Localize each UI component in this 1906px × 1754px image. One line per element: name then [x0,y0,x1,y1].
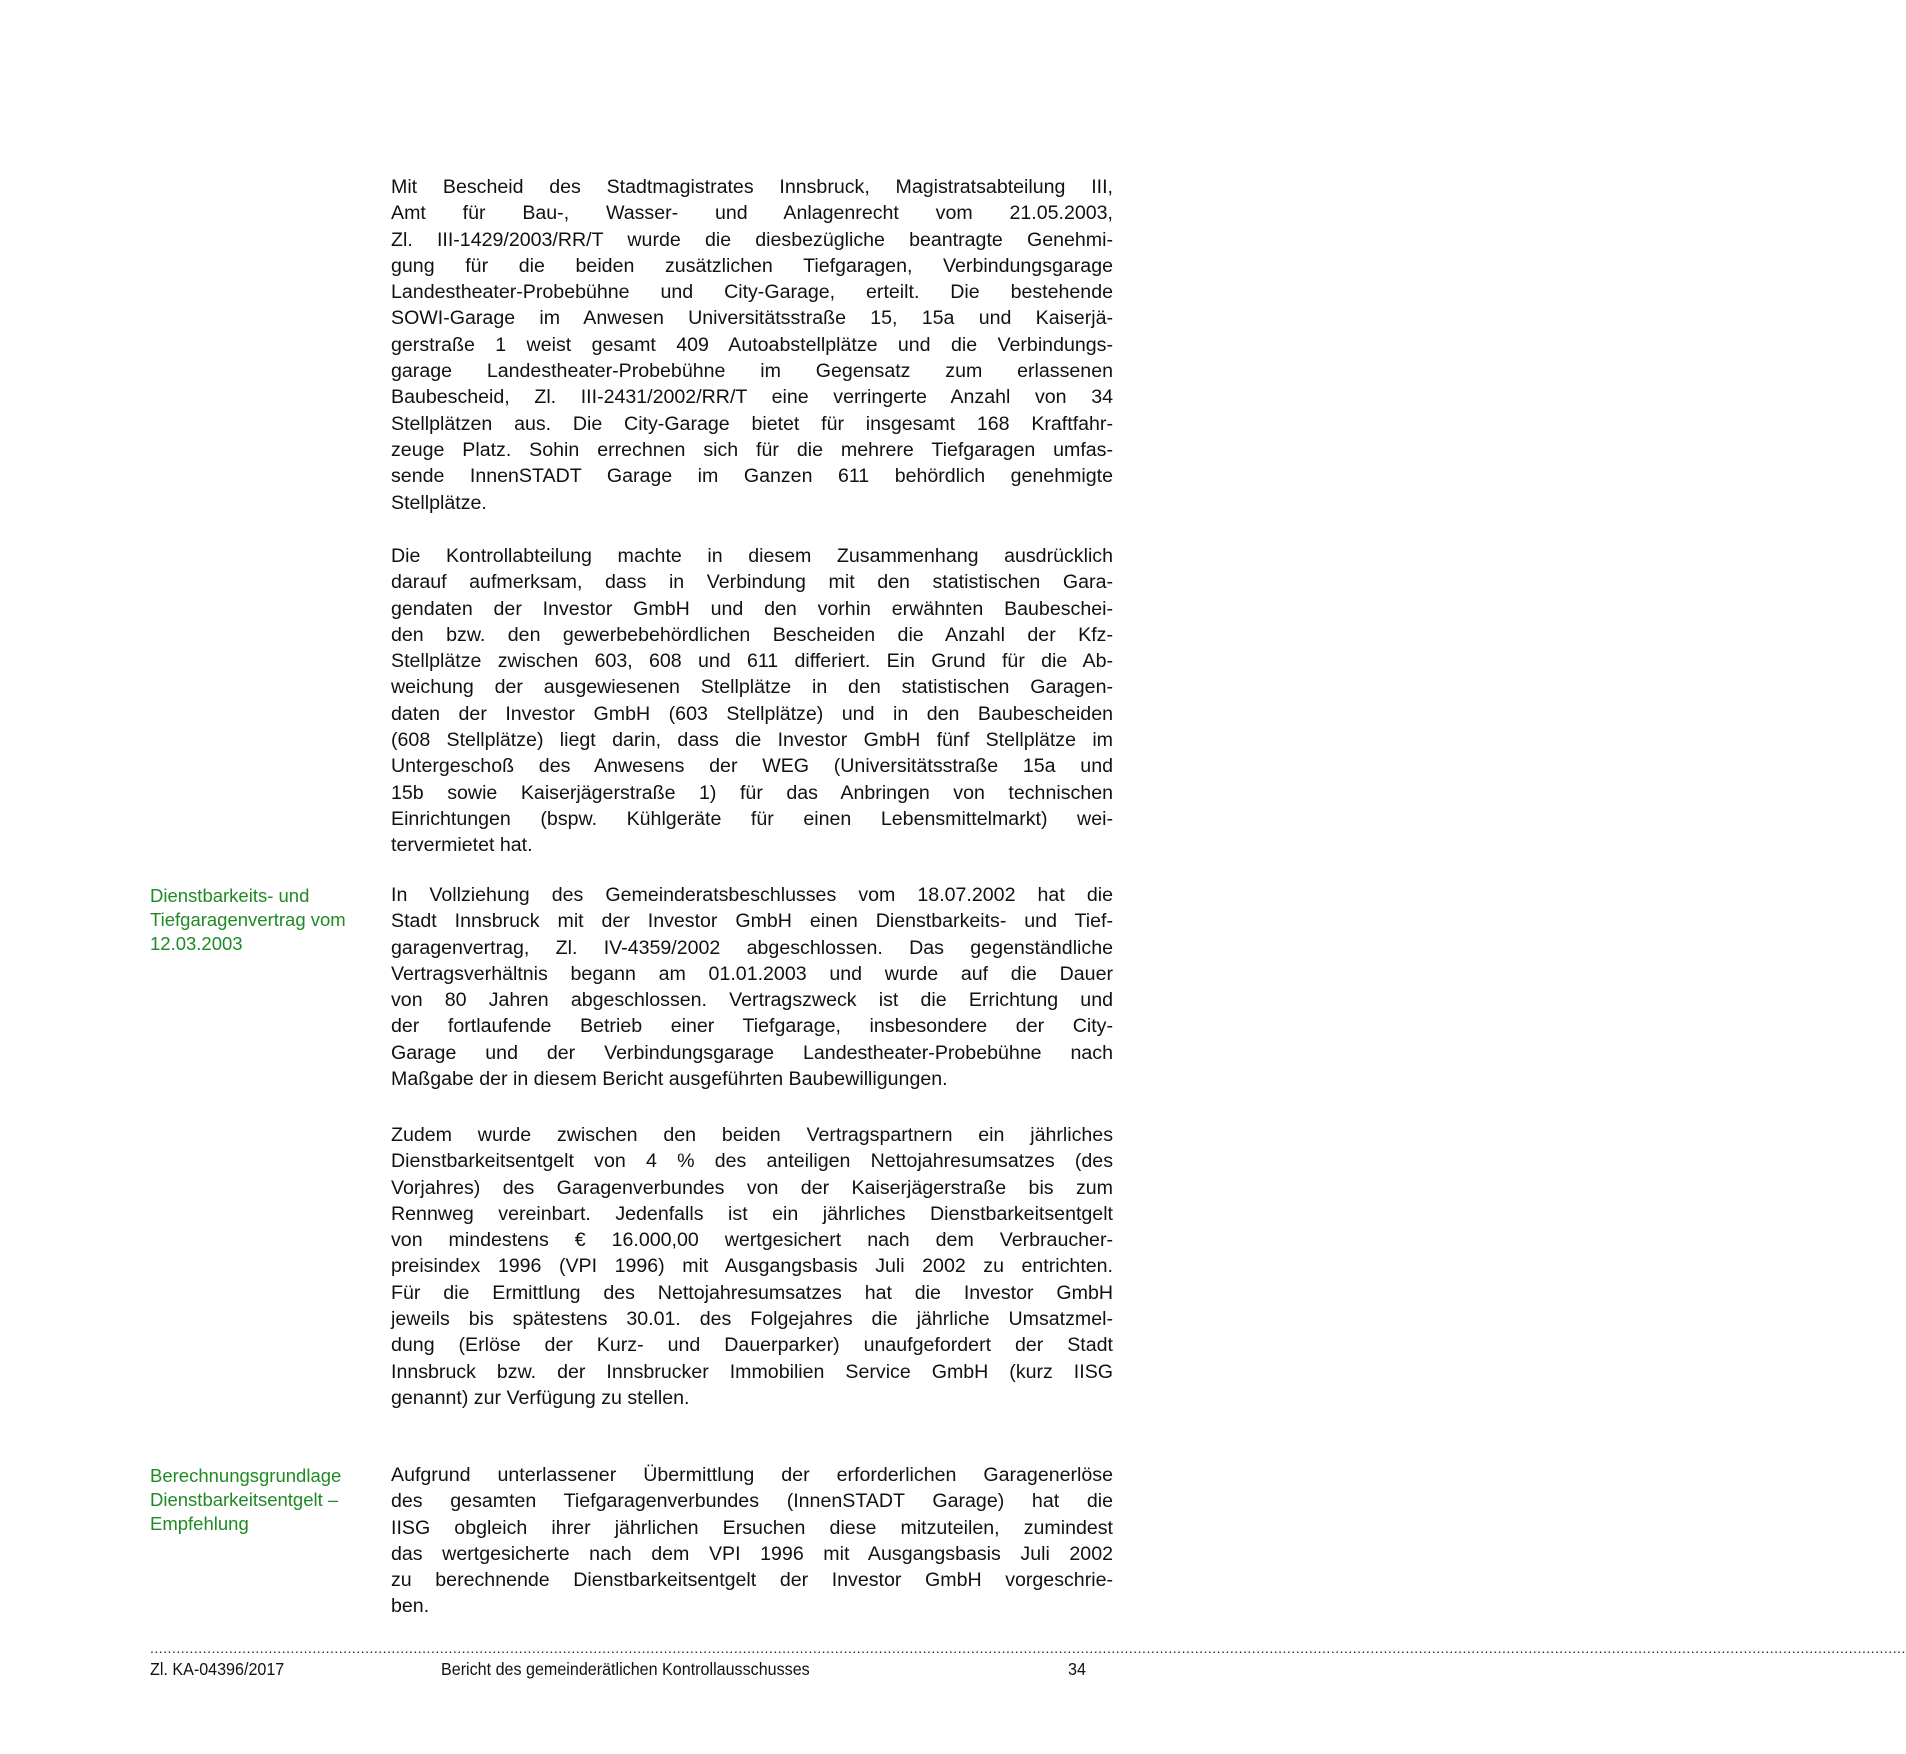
text-line: Untergeschoß des Anwesens der WEG (Universitätsstraße 15a und [391,755,1113,778]
margin-note-line: 12.03.2003 [150,933,243,954]
text-line: daten der Investor GmbH (603 Stellplätze) und in den Baubescheiden [391,702,1113,725]
text-line: Landestheater-Probebühne und City-Garage, erteilt. Die bestehende [391,281,1113,304]
text-line: gung für die beiden zusätzlichen Tiefgaragen, Verbindungsgarage [391,254,1113,277]
text-line: Zl. III-1429/2003/RR/T wurde die diesbezügliche beantragte Genehmi- [391,228,1113,251]
margin-note-line: Dienstbarkeitsentgelt – [150,1489,339,1510]
footer-reference: Zl. KA-04396/2017 [150,1659,285,1679]
text-line: Vertragsverhältnis begann am 01.01.2003 und wurde auf die Dauer [391,962,1113,985]
margin-note-calculation-basis [150,1464,380,1536]
text-line: sende InnenSTADT Garage im Ganzen 611 behördlich genehmigte [391,465,1113,488]
text-line: Amt für Bau-, Wasser- und Anlagenrecht vom 21.05.2003, [391,202,1113,225]
paragraph-parking-discrepancy [391,543,1113,859]
text-line: In Vollziehung des Gemeinderatsbeschlusses vom 18.07.2002 hat die [391,884,1113,906]
margin-note-line: Empfehlung [150,1513,249,1534]
text-line: genannt) zur Verfügung zu stellen. [391,1386,690,1409]
text-line: den bzw. den gewerbebehördlichen Bescheiden die Anzahl der Kfz- [391,623,1113,646]
text-line: ben. [391,1595,430,1618]
text-line: Stellplätzen aus. Die City-Garage bietet für insgesamt 168 Kraftfahr- [391,412,1113,435]
text-line: darauf aufmerksam, dass in Verbindung mit den statistischen Gara- [391,571,1113,594]
paragraph-servitude-fee [391,1122,1113,1411]
paragraph-garage-permits [391,174,1113,516]
text-line: der fortlaufende Betrieb einer Tiefgarage, insbesondere der City- [391,1015,1113,1038]
text-line: Maßgabe der in diesem Bericht ausgeführten Baubewilligungen. [391,1068,948,1091]
text-line: von mindestens € 16.000,00 wertgesichert nach dem Verbraucher- [391,1229,1113,1252]
text-line: weichung der ausgewiesenen Stellplätze in den statistischen Garagen- [391,676,1113,699]
margin-note-servitude-contract [150,884,380,956]
paragraph-servitude-contract [391,882,1113,1092]
text-line: Für die Ermittlung des Nettojahresumsatzes hat die Investor GmbH [391,1281,1113,1304]
margin-note-line: Berechnungsgrundlage [150,1465,342,1486]
text-line: das wertgesicherte nach dem VPI 1996 mit Ausgangsbasis Juli 2002 [391,1542,1113,1565]
text-line: des gesamten Tiefgaragenverbundes (InnenSTADT Garage) hat die [391,1490,1113,1513]
text-line: Mit Bescheid des Stadtmagistrates Innsbruck, Magistratsabteilung III, [391,176,1113,198]
text-line: Die Kontrollabteilung machte in diesem Zusammenhang ausdrücklich [391,545,1113,567]
text-line: von 80 Jahren abgeschlossen. Vertragszweck ist die Errichtung und [391,989,1113,1012]
text-line: zeuge Platz. Sohin errechnen sich für die mehrere Tiefgaragen umfas- [391,438,1113,461]
text-line: Zudem wurde zwischen den beiden Vertragspartnern ein jährliches [391,1124,1113,1146]
text-line: garagenvertrag, Zl. IV-4359/2002 abgeschlossen. Das gegenständliche [391,936,1113,959]
text-line: Innsbruck bzw. der Innsbrucker Immobilien Service GmbH (kurz IISG [391,1360,1113,1383]
text-line: gerstraße 1 weist gesamt 409 Autoabstellplätze und die Verbindungs- [391,333,1113,356]
footer-divider: ................................................................................................................................................................................................................................................................................................................................................................................................................ [150,1640,1906,1656]
footer-title: Bericht des gemeinderätlichen Kontrollausschusses [441,1659,810,1679]
text-line: Einrichtungen (bspw. Kühlgeräte für einen Lebensmittelmarkt) wei- [391,807,1113,830]
text-line: IISG obgleich ihrer jährlichen Ersuchen diese mitzuteilen, zumindest [391,1516,1113,1539]
text-line: garage Landestheater-Probebühne im Gegensatz zum erlassenen [391,360,1113,383]
text-line: SOWI-Garage im Anwesen Universitätsstraße 15, 15a und Kaiserjä- [391,307,1113,330]
text-line: dung (Erlöse der Kurz- und Dauerparker) unaufgefordert der Stadt [391,1334,1113,1357]
margin-note-line: Dienstbarkeits- und [150,885,310,906]
text-line: Garage und der Verbindungsgarage Landestheater-Probebühne nach [391,1041,1113,1064]
text-line: Dienstbarkeitsentgelt von 4 % des anteiligen Nettojahresumsatzes (des [391,1150,1113,1173]
margin-note-line: Tiefgaragenvertrag vom [150,909,346,930]
text-line: jeweils bis spätestens 30.01. des Folgejahres die jährliche Umsatzmel- [391,1308,1113,1331]
text-line: Baubescheid, Zl. III-2431/2002/RR/T eine verringerte Anzahl von 34 [391,386,1113,409]
text-line: Stellplätze zwischen 603, 608 und 611 differiert. Ein Grund für die Ab- [391,650,1113,673]
text-line: zu berechnende Dienstbarkeitsentgelt der Investor GmbH vorgeschrie- [391,1569,1113,1592]
text-line: Stadt Innsbruck mit der Investor GmbH einen Dienstbarkeits- und Tief- [391,910,1113,933]
text-line: preisindex 1996 (VPI 1996) mit Ausgangsbasis Juli 2002 zu entrichten. [391,1255,1113,1278]
text-line: Vorjahres) des Garagenverbundes von der Kaiserjägerstraße bis zum [391,1176,1113,1199]
text-line: tervermietet hat. [391,834,533,857]
text-line: Aufgrund unterlassener Übermittlung der erforderlichen Garagenerlöse [391,1464,1113,1486]
text-line: gendaten der Investor GmbH und den vorhin erwähnten Baubeschei- [391,597,1113,620]
text-line: (608 Stellplätze) liegt darin, dass die Investor GmbH fünf Stellplätze im [391,729,1113,752]
paragraph-calculation-basis [391,1462,1113,1620]
text-line: Stellplätze. [391,491,487,514]
text-line: 15b sowie Kaiserjägerstraße 1) für das Anbringen von technischen [391,781,1113,804]
text-line: Rennweg vereinbart. Jedenfalls ist ein jährliches Dienstbarkeitsentgelt [391,1202,1113,1225]
footer-page-number: 34 [1068,1659,1086,1679]
